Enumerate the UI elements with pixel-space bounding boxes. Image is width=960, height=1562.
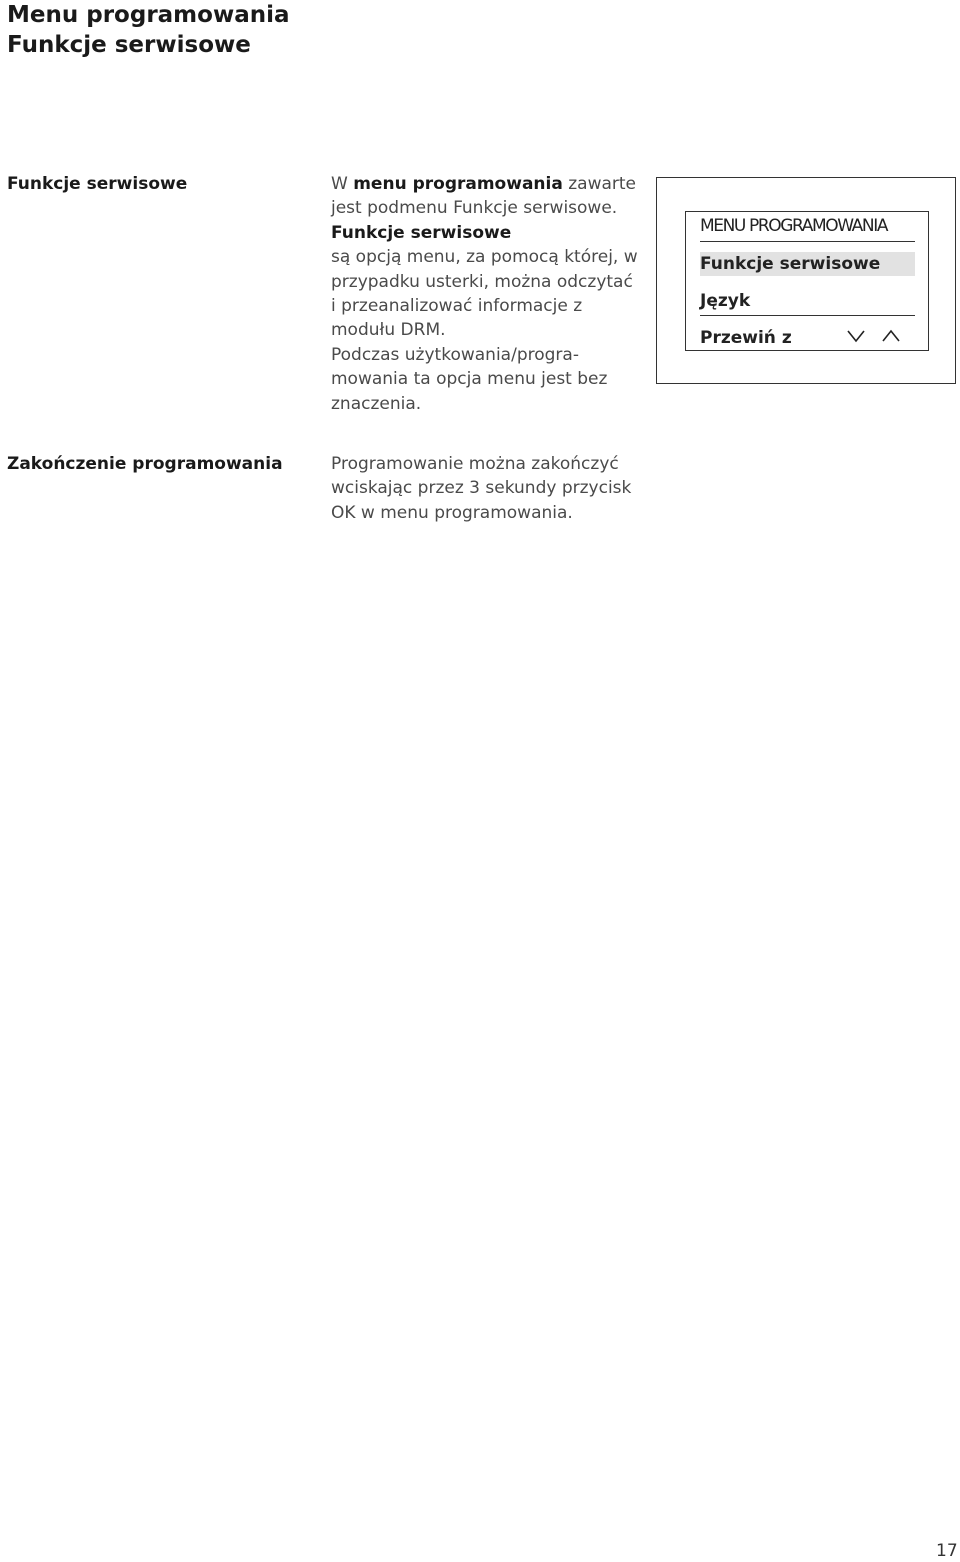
section-body-end-programming <box>331 452 641 525</box>
paragraph-line: przypadku usterki, można odczytać <box>331 271 633 292</box>
display-divider <box>700 315 915 316</box>
page-title-line1: Menu programowania <box>7 2 290 28</box>
display-menu-item-scroll[interactable]: Przewiń z <box>700 328 792 348</box>
paragraph-line: jest podmenu Funkcje serwisowe. <box>331 198 618 219</box>
paragraph-line: mowania ta opcja menu jest bez <box>331 369 608 390</box>
paragraph-line: wciskając przez 3 sekundy przycisk <box>331 478 632 499</box>
paragraph-line: OK w menu programowania. <box>331 502 573 523</box>
text-fragment: zawarte <box>568 174 637 194</box>
display-menu-item-service-functions[interactable]: Funkcje serwisowe <box>700 252 915 276</box>
bold-term: Funkcje serwisowe <box>331 222 512 243</box>
paragraph-line <box>331 172 641 196</box>
paragraph-line: Programowanie można zakończyć <box>331 454 619 474</box>
page-title <box>7 0 290 60</box>
display-divider <box>700 241 915 242</box>
up-arrow-icon[interactable] <box>881 328 901 344</box>
display-menu-item-language[interactable]: Język <box>700 291 751 311</box>
page-number: 17 <box>936 1541 958 1561</box>
text-fragment: W <box>331 174 348 194</box>
paragraph-line: modułu DRM. <box>331 320 446 341</box>
paragraph-line: i przeanalizować informacje z <box>331 296 583 317</box>
paragraph-line: Podczas użytkowania/progra- <box>331 344 579 365</box>
section-body-service-functions <box>331 172 641 416</box>
section-label-service-functions: Funkcje serwisowe <box>7 174 188 194</box>
paragraph-line: znaczenia. <box>331 393 422 414</box>
page-title-line2: Funkcje serwisowe <box>7 32 251 58</box>
display-menu-header: MENU PROGRAMOWANIA <box>700 216 888 236</box>
paragraph-line: są opcją menu, za pomocą której, w <box>331 247 638 268</box>
section-label-end-programming: Zakończenie programowania <box>7 454 283 474</box>
bold-term: menu programowania <box>353 174 563 194</box>
down-arrow-icon[interactable] <box>846 328 866 344</box>
